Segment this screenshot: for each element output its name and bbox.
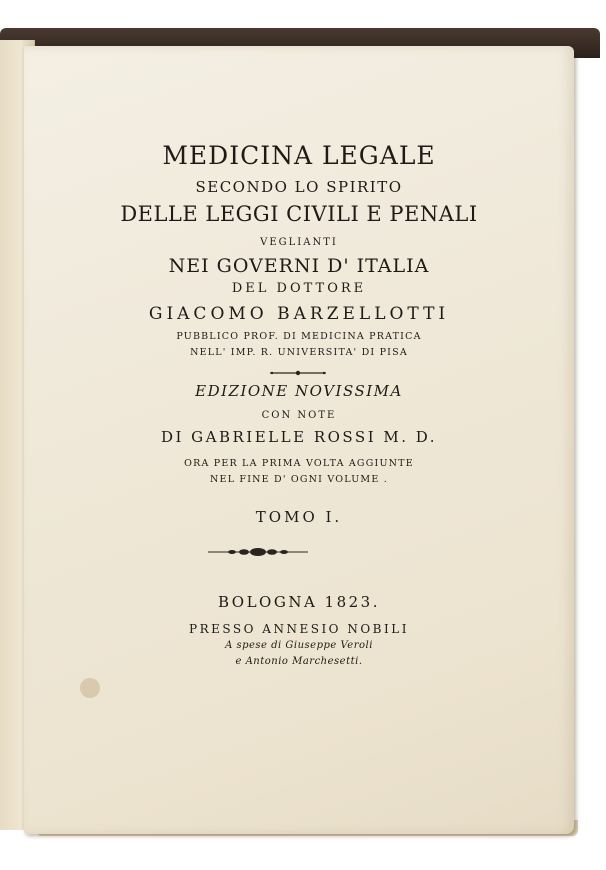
with-notes-line: CON NOTE (261, 410, 337, 421)
laws-line: DELLE LEGGI CIVILI E PENALI (120, 202, 478, 226)
expense-line2: e Antonio Marchesetti. (235, 656, 363, 667)
main-title: MEDICINA LEGALE (162, 141, 436, 170)
vegliante-line: VEGLIANTI (260, 237, 338, 248)
place-year: BOLOGNA 1823. (217, 593, 380, 611)
author-title-line1: PUBBLICO PROF. DI MEDICINA PRATICA (176, 331, 422, 342)
author-name: GIACOMO BARZELLOTTI (148, 304, 450, 324)
expense-line1: A spese di Giuseppe Veroli (225, 640, 373, 651)
governments-line: NEI GOVERNI D' ITALIA (168, 255, 430, 277)
small-rule-ornament (268, 368, 328, 378)
decorative-rule-ornament (206, 545, 310, 559)
annotator-line: DI GABRIELLE ROSSI M. D. (160, 428, 438, 446)
volume-line: TOMO I. (255, 508, 343, 526)
printer-line: PRESSO ANNESIO NOBILI (189, 622, 409, 636)
by-line: DEL DOTTORE (231, 281, 367, 296)
notes-line2: NEL FINE D' OGNI VOLUME . (210, 474, 388, 485)
edition-line: EDIZIONE NOVISSIMA (195, 382, 403, 400)
subtitle-line: SECONDO LO SPIRITO (195, 178, 403, 196)
author-title-line2: NELL' IMP. R. UNIVERSITA' DI PISA (190, 347, 408, 358)
paper-stain (80, 678, 100, 698)
notes-line1: ORA PER LA PRIMA VOLTA AGGIUNTE (184, 458, 414, 469)
